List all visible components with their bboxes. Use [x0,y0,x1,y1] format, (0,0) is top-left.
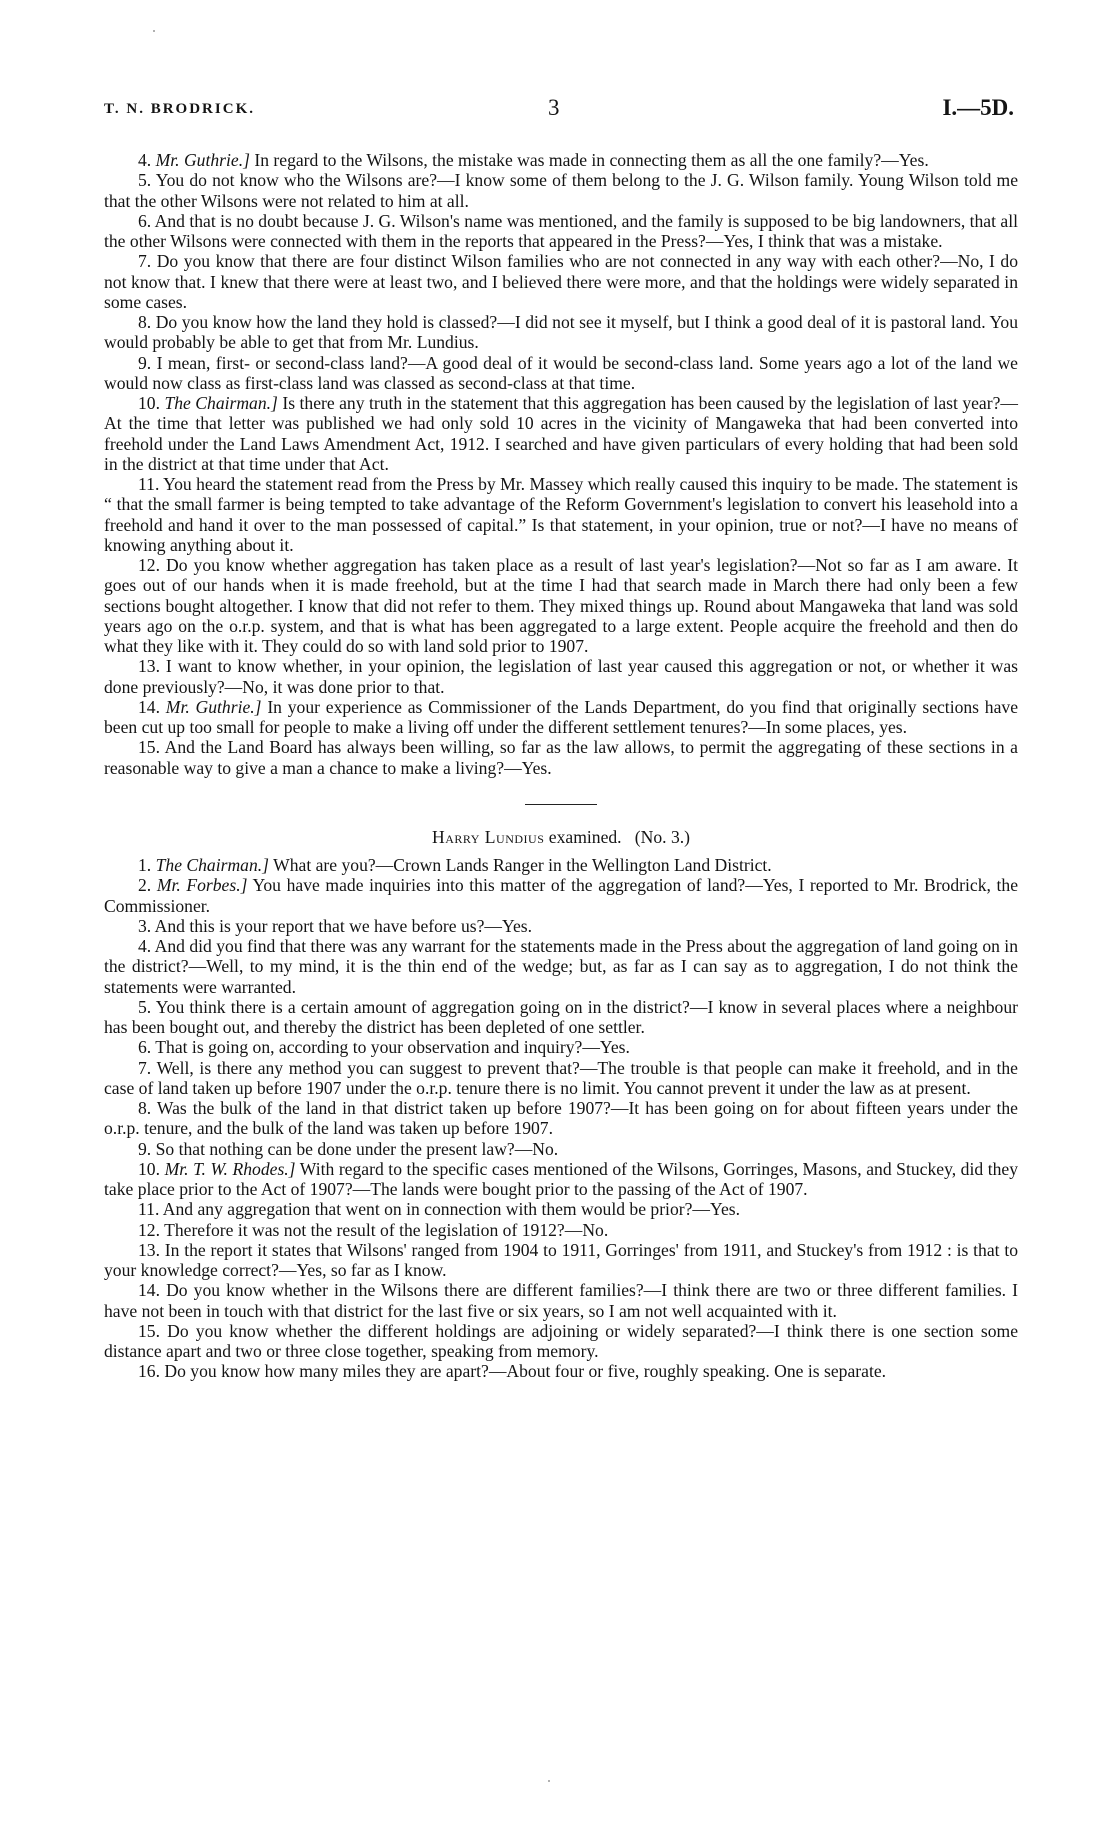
question-text: So that nothing can be done under the present law?—No. [155,1138,559,1159]
question-number: 6. [138,1037,152,1058]
scan-speck [548,1780,550,1782]
question-paragraph [104,855,1018,875]
question-text: Do you know how the land they hold is classed?—I did not see it myself, but I think a good deal of it is pastoral land. You would probably be able to get that from Mr. Lundius. [104,312,1018,353]
question-paragraph [104,1098,1018,1139]
question-text: Do you know how many miles they are apart?—About four or five, roughly speaking. One is separate. [164,1361,887,1382]
question-paragraph [104,1220,1018,1240]
question-paragraph [104,1240,1018,1281]
question-paragraph [104,875,1018,916]
question-text: Do you know whether aggregation has taken place as a result of last year's legislation?—Not so far as I am aware. It goes out of our hands when it is made freehold, but at the time I had that search made in March there had only been a few sections bought altogether. I know that did not refer to them. They mixed things up. Round about Mangaweka that land was sold years ago on the o.r.p. system, and that is what has been aggregated to a large extent. People acquire the freehold and then do what they like with it. They could do so with land sold prior to 1907. [104,555,1018,656]
question-text: You heard the statement read from the Press by Mr. Massey which really caused this inquiry to be made. The statement is “ that the small farmer is being tempted to take advantage of the Reform Government's legislation to convert his leasehold into a freehold and hand it over to the man possessed of capital.” Is that statement, in your opinion, true or not?—I have no means of knowing anything about it. [104,474,1018,555]
question-text: And did you find that there was any warrant for the statements made in the Press about the aggregation of land going on in the district?—Well, to my mind, it is the thin end of the wedge; but, as far as I can say as to aggregation, I do not think the statements were warranted. [104,936,1018,997]
question-text: With regard to the specific cases mentioned of the Wilsons, Gorringes, Masons, and Stuckey, did they take place prior to the Act of 1907?—The lands were bought prior to the passing of the Act of 1907. [104,1158,1019,1199]
question-paragraph [104,936,1018,997]
question-text: Do you know that there are four distinct Wilson families who are not connected in any way with each other?—No, I do not know that. I knew that there were at least two, and I believed there were more, and that the holdings were widely separated in some cases. [104,251,1018,312]
question-paragraph [104,150,1018,170]
question-text: That is going on, according to your observation and inquiry?—Yes. [155,1037,630,1058]
question-text: Is there any truth in the statement that this aggregation has been caused by the legislation of last year?—At the time that letter was published we had only sold 10 acres in the vicinity of Mangaweka that had been converted into freehold under the Land Laws Amendment Act, 1912. I searched and have given particulars of every holding that had been sold in the district at that time under that Act. [104,393,1018,474]
question-paragraph [104,1199,1018,1219]
question-number: 3. [138,915,152,936]
question-number: 15. [138,737,160,758]
question-paragraph [104,656,1018,697]
scan-speck [153,30,155,32]
question-paragraph [104,170,1018,211]
question-paragraph [104,1280,1018,1321]
testimony-section-1 [104,150,1018,778]
question-paragraph [104,697,1018,738]
question-text: Therefore it was not the result of the legislation of 1912?—No. [164,1219,609,1240]
speaker-name: The Chairman.] [164,393,278,413]
question-number: 9. [138,1138,152,1159]
question-number: 10. [138,1158,160,1179]
question-number: 13. [138,1239,160,1260]
question-number: 4. [138,150,152,170]
speaker-name: Mr. Forbes.] [156,875,248,896]
document-reference: I.—5D. [942,95,1014,120]
question-paragraph [104,353,1018,394]
question-text: Do you know whether in the Wilsons there are different families?—I think there are two or three different families. I have not been in touch with that district for the last five or six years, so I am not well acquainted with it. [104,1280,1018,1321]
question-text: And any aggregation that went on in connection with them would be prior?—Yes. [162,1199,741,1220]
question-paragraph [104,1037,1018,1057]
page-number: 3 [548,95,560,120]
question-number: 5. [138,170,152,191]
question-paragraph [104,251,1018,312]
witness-number: (No. 3.) [634,826,690,847]
question-paragraph [104,916,1018,936]
witness-name: Harry Lundius [432,826,545,847]
question-number: 5. [138,996,152,1017]
question-number: 16. [138,1361,160,1382]
testimony-section-2 [104,855,1018,1382]
question-number: 7. [138,1057,152,1078]
question-paragraph [104,312,1018,353]
question-text: You do not know who the Wilsons are?—I know some of them belong to the J. G. Wilson family. Young Wilson told me that the other Wilsons were not related to him at all. [104,170,1018,211]
question-text: I mean, first- or second-class land?—A good deal of it would be second-class land. Some years ago a lot of the land we would now class as first-class land was classed as second-class at that time. [104,352,1018,393]
question-paragraph [104,474,1018,555]
question-text: Do you know whether the different holdings are adjoining or widely separated?—I think there is one section some distance apart and two or three close together, speaking from memory. [104,1320,1018,1361]
header-author: T. N. BRODRICK. [104,101,255,117]
question-paragraph [104,211,1018,252]
question-paragraph [104,997,1018,1038]
question-number: 13. [138,656,160,677]
question-number: 14. [138,1280,160,1301]
question-number: 11. [138,474,160,494]
question-number: 15. [138,1320,160,1341]
question-number: 10. [138,393,160,413]
question-paragraph [104,1058,1018,1099]
speaker-name: The Chairman.] [155,855,270,875]
question-text: In the report it states that Wilsons' ranged from 1904 to 1911, Gorringes' from 1911, and Stuckey's from 1912 : is that to your knowledge correct?—Yes, so far as I know. [104,1239,1018,1280]
question-number: 14. [138,696,160,717]
question-number: 1. [138,855,152,875]
question-paragraph [104,393,1018,474]
question-number: 8. [138,1098,152,1118]
question-paragraph [104,737,1018,778]
question-text: And the Land Board has always been willing, so far as the law allows, to permit the aggregating of these sections in a reasonable way to give a man a chance to make a living?—Yes. [104,737,1018,778]
question-number: 9. [138,352,152,373]
question-number: 12. [138,555,160,575]
question-paragraph [104,1139,1018,1159]
question-text: And this is your report that we have before us?—Yes. [154,915,533,936]
question-paragraph [104,1159,1018,1200]
question-text: In regard to the Wilsons, the mistake was made in connecting them as all the one family?—Yes. [254,150,929,170]
question-number: 2. [138,875,152,896]
question-text: You have made inquiries into this matter of the aggregation of land?—Yes, I reported to Mr. Brodrick, the Commissioner. [104,875,1019,916]
question-text: Well, is there any method you can suggest to prevent that?—The trouble is that people can make it freehold, and in the case of land taken up before 1907 under the o.r.p. tenure there is no limit. You cannot prevent it under the law as at present. [104,1057,1018,1098]
question-number: 6. [138,210,152,231]
question-text: What are you?—Crown Lands Ranger in the Wellington Land District. [273,855,772,875]
speaker-name: Mr. T. W. Rhodes.] [164,1158,296,1179]
question-paragraph [104,1321,1018,1362]
heading-text: examined. [548,826,622,847]
section-divider [525,804,597,805]
section-heading [104,827,1018,847]
question-text: I want to know whether, in your opinion, the legislation of last year caused this aggregation or not, or whether it was done previously?—No, it was done prior to that. [104,656,1018,697]
question-paragraph [104,555,1018,656]
question-number: 4. [138,936,152,956]
question-number: 8. [138,312,152,332]
question-number: 11. [138,1199,160,1220]
question-number: 7. [138,251,152,272]
body-text [104,150,1018,1382]
question-text: Was the bulk of the land in that district taken up before 1907?—It has been going on for about fifteen years under the o.r.p. tenure, and the bulk of the land was taken up before 1907. [104,1098,1018,1139]
question-text: You think there is a certain amount of aggregation going on in the district?—I know in several places where a neighbour has been bought out, and thereby the district has been depleted of one settler. [104,996,1018,1037]
question-paragraph [104,1361,1018,1381]
question-number: 12. [138,1219,160,1240]
question-text: And that is no doubt because J. G. Wilson's name was mentioned, and the family is supposed to be big landowners, that all the other Wilsons were connected with them in the reports that appeared in the Press?—Yes, I think that was a mistake. [104,210,1019,251]
question-text: In your experience as Commissioner of the Lands Department, do you find that originally sections have been cut up too small for people to make a living off under the different settlement tenures?—In some places, yes. [104,696,1019,737]
speaker-name: Mr. Guthrie.] [155,150,250,170]
speaker-name: Mr. Guthrie.] [165,696,262,717]
